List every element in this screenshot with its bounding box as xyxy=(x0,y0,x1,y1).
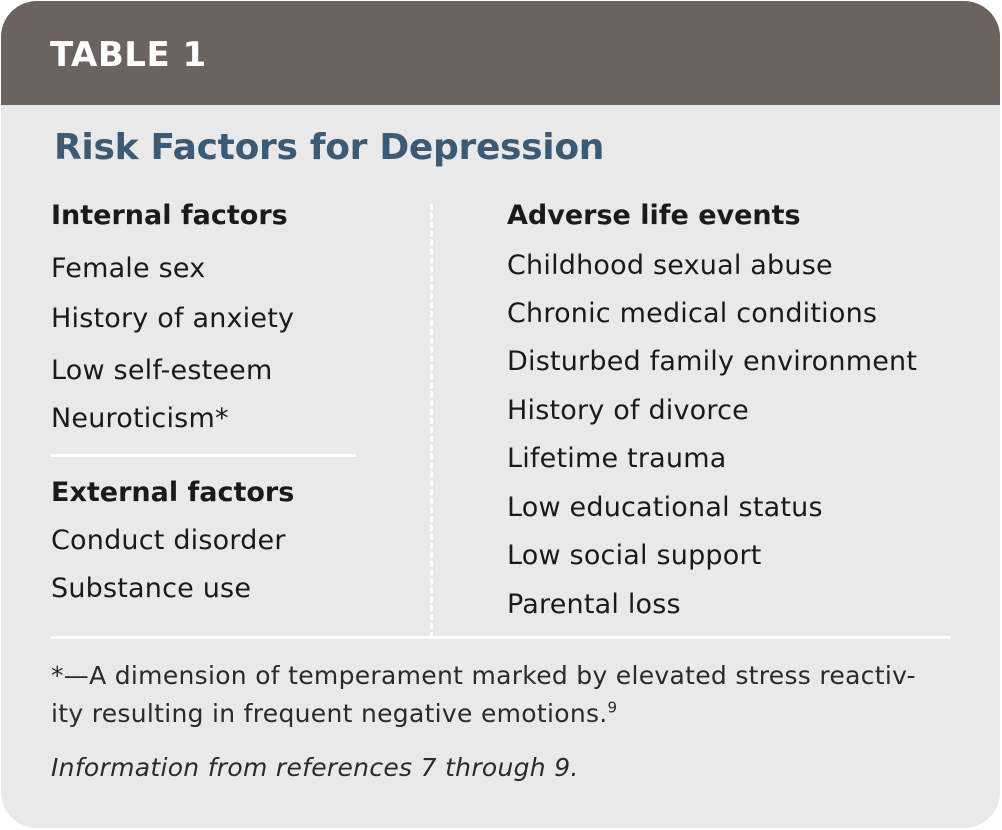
list-item: Low educational status xyxy=(507,492,823,523)
footnote-line-2: ity resulting in frequent negative emotions. xyxy=(51,699,608,728)
list-item: Low self-esteem xyxy=(51,355,273,386)
footnote-line-1: *—A dimension of temperament marked by elevated stress reactiv- xyxy=(51,661,916,690)
footnote-reference: 9 xyxy=(607,698,618,717)
table-header-bar xyxy=(1,1,1000,105)
table-card xyxy=(1,1,1000,828)
list-item: Female sex xyxy=(51,253,206,284)
list-item: Disturbed family environment xyxy=(507,346,918,377)
list-item: Parental loss xyxy=(507,589,681,620)
internal-factors-heading: Internal factors xyxy=(51,200,288,231)
source-note: Information from references 7 through 9. xyxy=(51,753,579,782)
table-title: Risk Factors for Depression xyxy=(54,127,605,168)
footnote xyxy=(51,657,956,733)
list-item: Substance use xyxy=(51,573,252,604)
list-item: Chronic medical conditions xyxy=(507,298,878,329)
table-number-label: TABLE 1 xyxy=(50,35,207,75)
column-divider xyxy=(430,204,433,638)
list-item: Lifetime trauma xyxy=(507,443,727,474)
list-item: History of anxiety xyxy=(51,303,295,334)
list-item: Low social support xyxy=(507,540,762,571)
list-item: History of divorce xyxy=(507,395,749,426)
footnote-divider xyxy=(51,636,951,639)
section-divider xyxy=(51,454,356,457)
external-factors-heading: External factors xyxy=(51,477,295,508)
list-item: Childhood sexual abuse xyxy=(507,250,833,281)
list-item: Neuroticism* xyxy=(51,403,229,434)
list-item: Conduct disorder xyxy=(51,525,286,556)
adverse-life-events-heading: Adverse life events xyxy=(507,200,801,231)
